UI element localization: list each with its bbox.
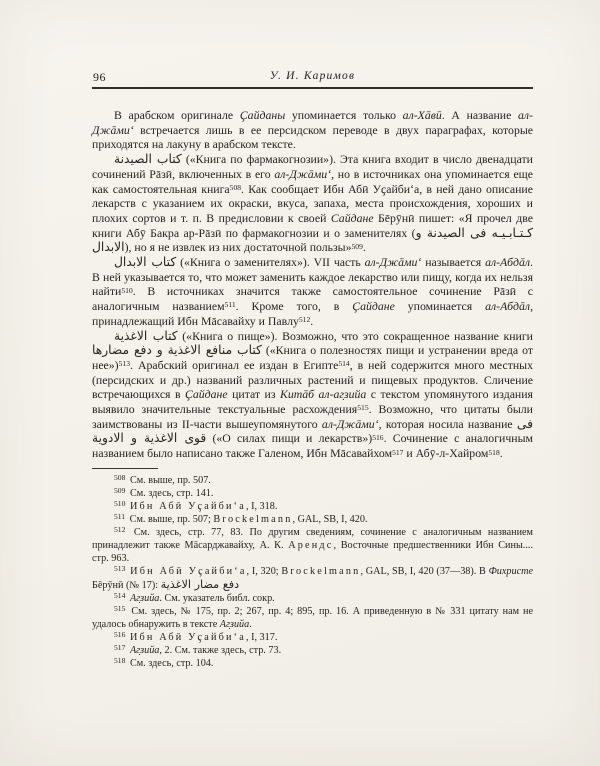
italic-title: Аг̣зийа	[129, 592, 160, 604]
footnote-number: 510	[114, 499, 126, 509]
italic-title: Аг̣зийа	[219, 618, 250, 630]
footnote	[92, 657, 533, 670]
letterspaced-name: Ибн Абӣ Уҫайби‘а	[129, 631, 246, 643]
letterspaced-name: Ибн Абӣ Уҫайби‘а	[129, 500, 246, 512]
footnote-number: 516	[114, 630, 126, 640]
text-run: («Книга о заменителях»). VII часть	[176, 255, 365, 270]
footnote-separator	[92, 468, 158, 469]
text-run: , Восточные предшественники Ибн Сины.... стр. 963.	[92, 539, 533, 564]
arabic-phrase: كتاب الابدال	[114, 255, 177, 270]
text-run: . Арабский оригинал ее издан в Египте	[130, 357, 339, 372]
footnote-number: 512	[114, 525, 126, 535]
arabic-phrase: فى قوى الاغذية و الادوية	[92, 416, 534, 446]
text-run: («О силах пищи и лекарств»)	[206, 431, 373, 446]
text-run: с текстом упомянутого издания выявило значительные текстуальные расхождения	[92, 387, 533, 417]
footnotes	[92, 474, 533, 670]
italic-title: ал-Абдāл	[485, 299, 531, 314]
footnote-ref: 517	[392, 447, 404, 457]
text-run: Бēрӯнӣ (№ 17):	[92, 579, 161, 591]
text-run: .	[249, 618, 252, 630]
italic-title: ал-Хāвӣ	[402, 108, 442, 122]
text-run: . Как сообщает Ибн Абӣ Уҫайби‘а, в ней дано описание лекарств с указанием их окраски, вкуса, запаха, места происхождения, хороших и плохих сортов и т. п. В предисловии к своей	[92, 181, 533, 225]
italic-title: Китāб ал-аг̣зийа	[279, 387, 367, 402]
text-run: и Абӯ-л-Хайром	[403, 446, 489, 461]
footnote-ref: 509	[351, 241, 363, 251]
text-run: , I, 317.	[245, 631, 278, 643]
text-run: цитат из	[227, 387, 280, 402]
header-rule	[92, 87, 533, 89]
text-run: . Сочинение с аналогичным названием было написано также Галеном, Ибн Мāсавайхом	[92, 431, 533, 461]
body-paragraph	[92, 255, 533, 329]
running-head-title: У. И. Каримов	[269, 70, 356, 82]
body-paragraph	[92, 108, 533, 152]
text-run: упоминается	[394, 299, 486, 314]
footnote	[92, 565, 533, 592]
running-header	[92, 70, 533, 87]
arabic-phrase: كتاب الاغذية	[114, 328, 178, 343]
footnote-ref: 513	[118, 359, 131, 369]
italic-title: ал-Джāми‘	[92, 108, 533, 137]
text-run: См. выше, пр. 507;	[129, 513, 214, 525]
letterspaced-name: Ибн Абӣ Уҫайби‘а	[130, 565, 247, 577]
text-run: . А название	[441, 108, 518, 122]
italic-title: Ҫайдане	[184, 387, 228, 402]
text-run: . В источниках значится также самостоятельное сочинение Рāзӣ с аналогичным названием	[92, 284, 533, 314]
italic-title: ал-Джāми‘	[321, 416, 379, 431]
footnote-number: 508	[114, 473, 126, 483]
arabic-phrase: كتاب منافع الاغذية و دفع مضارها	[92, 343, 262, 358]
text-run: встречается лишь в ее персидском переводе в двух параграфах, которые приходятся на лакуну в арабском тексте.	[92, 122, 533, 152]
footnote	[92, 526, 533, 565]
footnote-ref: 510	[121, 285, 133, 295]
text-run: , но в источниках она упоминается еще как самостоятельная книга	[92, 166, 533, 196]
text-run: («Книга о пище»). Возможно, что это сокращенное название книги	[177, 328, 533, 343]
text-run: В арабском оригинале	[114, 108, 240, 122]
footnote	[92, 644, 533, 657]
footnote-ref: 512	[298, 315, 311, 325]
footnote-ref: 516	[372, 432, 384, 442]
text-run: Бēрӯнӣ пишет: «Я прочел две книги Абӯ Бакра ар-Рāзӣ по фармакогнозии и о заменителях (	[92, 210, 533, 240]
footnote-ref: 508	[229, 182, 242, 192]
footnote	[92, 605, 533, 631]
text-run: , GAL, SB, I, 420 (37—38). В	[360, 565, 489, 577]
footnote-number: 513	[114, 564, 126, 574]
footnote	[92, 631, 533, 644]
footnote-ref: 514	[338, 359, 350, 369]
text-run: , GAL, SB, I, 420.	[292, 513, 368, 525]
body-paragraph	[92, 152, 533, 255]
text-run: .	[362, 240, 366, 255]
footnote	[92, 487, 533, 500]
text-run: .	[310, 313, 314, 328]
footnote-number: 515	[114, 604, 126, 614]
italic-title: Ҫайдане	[352, 299, 395, 314]
text-run: , принадлежащий Ибн Мāсавайху и Павлу	[92, 299, 534, 328]
arabic-phrase: كتاب الصيدنة	[114, 152, 182, 167]
text-run: упоминается только	[285, 108, 403, 122]
italic-title: ал-Абдāл	[485, 255, 531, 270]
arabic-phrase: كـتـابـيـه فى الصيدنة و الابدال	[92, 225, 533, 255]
italic-title: ал-Джāми‘	[364, 255, 422, 270]
text-run: . См. указатель библ. сокр.	[159, 592, 275, 604]
text-run: , в ней содержится много местных (персидских и др.) названий различных растений и пищевых продуктов. Сличение встречающихся в	[92, 357, 533, 402]
text-run: ), но я не извлек из них достаточной пользы»	[124, 240, 352, 255]
italic-title: Аг̣зийа	[129, 644, 160, 656]
page-content	[92, 70, 533, 670]
italic-title: Ҫайданы	[239, 108, 286, 122]
footnote-ref: 518	[488, 447, 500, 457]
text-run: См. здесь, стр. 104.	[129, 657, 214, 669]
text-run: называется	[421, 255, 486, 270]
footnote-ref: 515	[357, 403, 369, 413]
body-paragraph	[92, 329, 533, 461]
footnote-ref: 511	[224, 300, 236, 310]
text-run: . Возможно, что цитаты были заимствованы из II-части вышеупомянутого	[92, 402, 533, 431]
page-number: 96	[93, 70, 106, 84]
text-run: См. здесь, стр. 77, 83. По другим сведениям, сочинение с аналогичным названием принадлежит также Мāсарджавайху, А. К.	[92, 526, 533, 551]
footnote-number: 518	[114, 656, 126, 666]
footnote-number: 517	[114, 643, 126, 653]
footnote	[92, 500, 533, 513]
footnote-number: 511	[114, 512, 126, 522]
text-run: .	[499, 446, 503, 461]
text-run: . Кроме того, в	[235, 299, 353, 314]
footnote	[92, 592, 533, 605]
text-run: , которая носила название	[378, 416, 517, 431]
arabic-phrase: دفع مضار الاغذية	[160, 577, 240, 591]
text-run: , I, 320;	[246, 565, 282, 577]
text-run: , 2. См. также здесь, стр. 73.	[159, 644, 282, 656]
text-run: См. здесь, № 175, пр. 2; 267, пр. 4; 895, пр. 16. А приведенную в № 331 цитату нам не удалось обнаружить в тексте	[92, 605, 534, 630]
text-run: . В ней указывается то, что может заменить каждое лекарство или пищу, когда их нельзя найти	[92, 255, 533, 299]
footnote	[92, 474, 533, 487]
footnote-number: 514	[114, 591, 126, 601]
letterspaced-name: Brockelmann	[213, 513, 293, 525]
footnote	[92, 513, 533, 526]
text-run: («Книга о полезностях пищи и устранении вреда от нее»)	[92, 343, 533, 372]
letterspaced-name: Brockelmann	[281, 565, 361, 577]
italic-title: Сайдане	[330, 210, 374, 225]
text-run: См. выше, пр. 507.	[129, 474, 211, 486]
body-text	[92, 108, 533, 461]
italic-title: ал-Джāми‘	[274, 166, 332, 181]
text-run: («Книга по фармакогнозии»). Эта книга входит в число двенадцати сочинений Рāзӣ, включенных в его	[92, 152, 533, 181]
footnote-number: 509	[114, 486, 126, 496]
italic-title: Фихристе	[488, 565, 533, 577]
text-run: , I, 318.	[245, 500, 278, 512]
letterspaced-name: Арендс	[288, 539, 334, 551]
text-run: См. здесь, стр. 141.	[129, 487, 214, 499]
